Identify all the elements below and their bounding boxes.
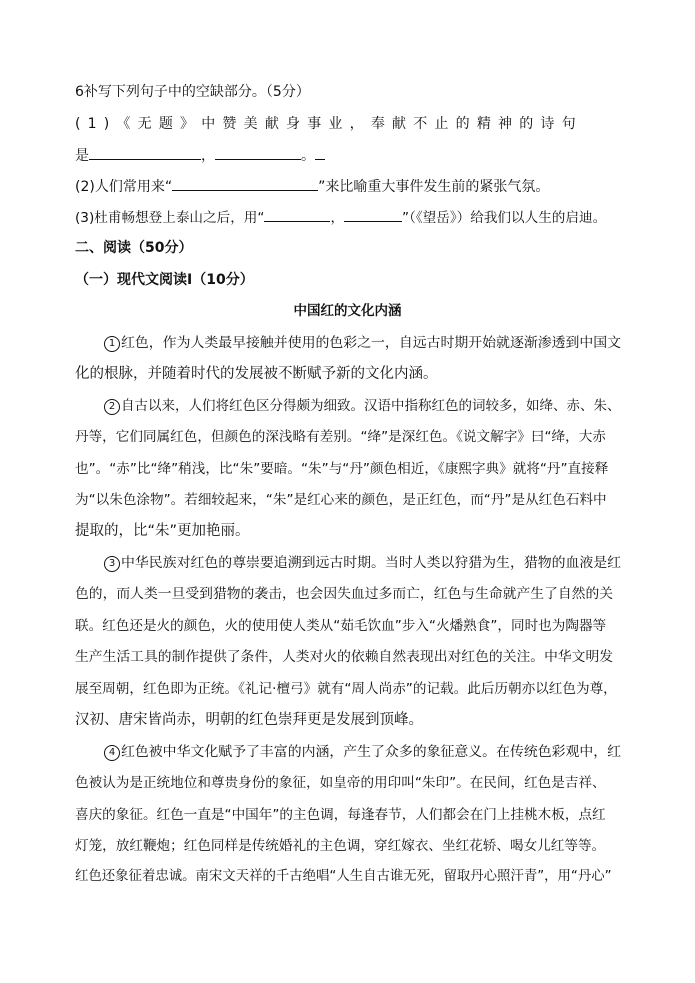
paragraph-3-line-5: 展至周朝，红色即为正统。《礼记·檀弓》就有“周人尚赤”的记载。此后历朝亦以红色为尊， [75, 681, 617, 697]
paragraph-number-3: 3 [104, 556, 120, 572]
q3-prefix: (3)杜甫畅想登上泰山之后，用“ [75, 210, 265, 226]
question-2 [75, 176, 623, 197]
paragraph-2-line-1 [104, 396, 623, 416]
question-1-line1: (1)《无题》中赞美献身事业，奉献不止的精神的诗句 [75, 116, 583, 132]
reading-section-heading: 二、阅读（50分） [75, 240, 193, 256]
answer-blank[interactable] [315, 145, 325, 160]
paragraph-text: 中华民族对红色的尊崇要追溯到远古时期。当时人类以狩猎为生，猎物的血液是红 [121, 555, 622, 571]
answer-blank[interactable] [172, 176, 318, 191]
q1-prefix: 是 [75, 148, 89, 164]
paragraph-4-line-4: 灯笼，放红鞭炮；红色同样是传统婚礼的主色调，穿红嫁衣、坐红花轿、喝女儿红等等。 [75, 838, 606, 854]
paragraph-2-line-4: 为“以朱色涂物”。若细较起来，“朱”是红心来的颜色，是正红色，而“丹”是从红色石料中 [75, 492, 607, 508]
q1-end: 。 [301, 148, 315, 164]
modern-reading-heading: （一）现代文阅读Ⅰ（10分） [75, 272, 254, 288]
q2-suffix: ”来比喻重大事件发生前的紧张气氛。 [318, 179, 550, 195]
question-3 [75, 207, 623, 228]
paragraph-text: 红色，作为人类最早接触并使用的色彩之一，自远古时期开始就逐渐渗透到中国文 [121, 335, 622, 351]
paragraph-4-line-1 [104, 742, 623, 762]
paragraph-1-line-2: 化的根脉，并随着时代的发展被不断赋予新的文化内涵。 [75, 366, 438, 382]
paragraph-3-line-2: 色的，而人类一旦受到猎物的袭击，也会因失血过多而亡，红色与生命就产生了自然的关 [75, 586, 614, 602]
q3-sep: ， [330, 210, 345, 226]
answer-blank[interactable] [344, 207, 402, 222]
paragraph-2-line-2: 丹等，它们同属红色，但颜色的深浅略有差别。“绛”是深红色。《说文解字》曰“绛，大赤 [75, 429, 606, 445]
q2-prefix: (2)人们常用来“ [75, 179, 173, 195]
paragraph-3-line-1 [104, 553, 623, 573]
paragraph-number-2: 2 [104, 399, 120, 415]
answer-blank[interactable] [215, 145, 301, 160]
paragraph-3-line-4: 生产生活工具的制作提供了条件，人类对火的依赖自然表现出对红色的关注。中华文明发 [75, 649, 614, 665]
question-1-line2 [75, 145, 623, 166]
paragraph-3-line-3: 联。红色还是火的颜色，火的使用使人类从“茹毛饮血”步入“火燔熟食”，同时也为陶器等 [75, 618, 607, 634]
q3-suffix: ”（《望岳》）给我们以人生的启迪。 [402, 210, 607, 226]
paragraph-number-1: 1 [104, 336, 120, 352]
answer-blank[interactable] [264, 207, 330, 222]
answer-blank[interactable] [89, 145, 201, 160]
paragraph-4-line-5: 红色还象征着忠诚。南宋文天祥的千古绝唱“人生自古谁无死，留取丹心照汗青”，用“丹心” [75, 869, 612, 884]
paragraph-text: 红色被中华文化赋予了丰富的内涵，产生了众多的象征意义。在传统色彩观中，红 [121, 744, 622, 760]
paragraph-2-line-3: 也”。“赤”比“绛”稍浅，比“朱”要暗。“朱”与“丹”颜色相近，《康熙字典》就将“丹”直接释 [75, 461, 609, 477]
paragraph-1-line-1 [104, 333, 623, 353]
paragraph-3-line-6: 汉初、唐宋皆尚赤，明朝的红色崇拜更是发展到顶峰。 [75, 712, 423, 728]
paragraph-text: 自古以来，人们将红色区分得颇为细致。汉语中指称红色的词较多，如绛、赤、朱、 [121, 398, 621, 414]
paragraph-number-4: 4 [104, 745, 120, 761]
q1-sep: ， [201, 148, 215, 164]
paragraph-4-line-2: 色被认为是正统地位和尊贵身份的象征，如皇帝的用印叫“朱印”。在民间，红色是吉祥、 [75, 775, 606, 791]
paragraph-4-line-3: 喜庆的象征。红色一直是“中国年”的主色调，每逢春节，人们都会在门上挂桃木板，点红 [75, 807, 606, 823]
paragraph-2-line-5: 提取的，比“朱”更加艳丽。 [75, 523, 250, 539]
question-6-intro: 6补写下列句子中的空缺部分。（5分） [75, 84, 310, 100]
article-title: 中国红的文化内涵 [293, 303, 402, 319]
